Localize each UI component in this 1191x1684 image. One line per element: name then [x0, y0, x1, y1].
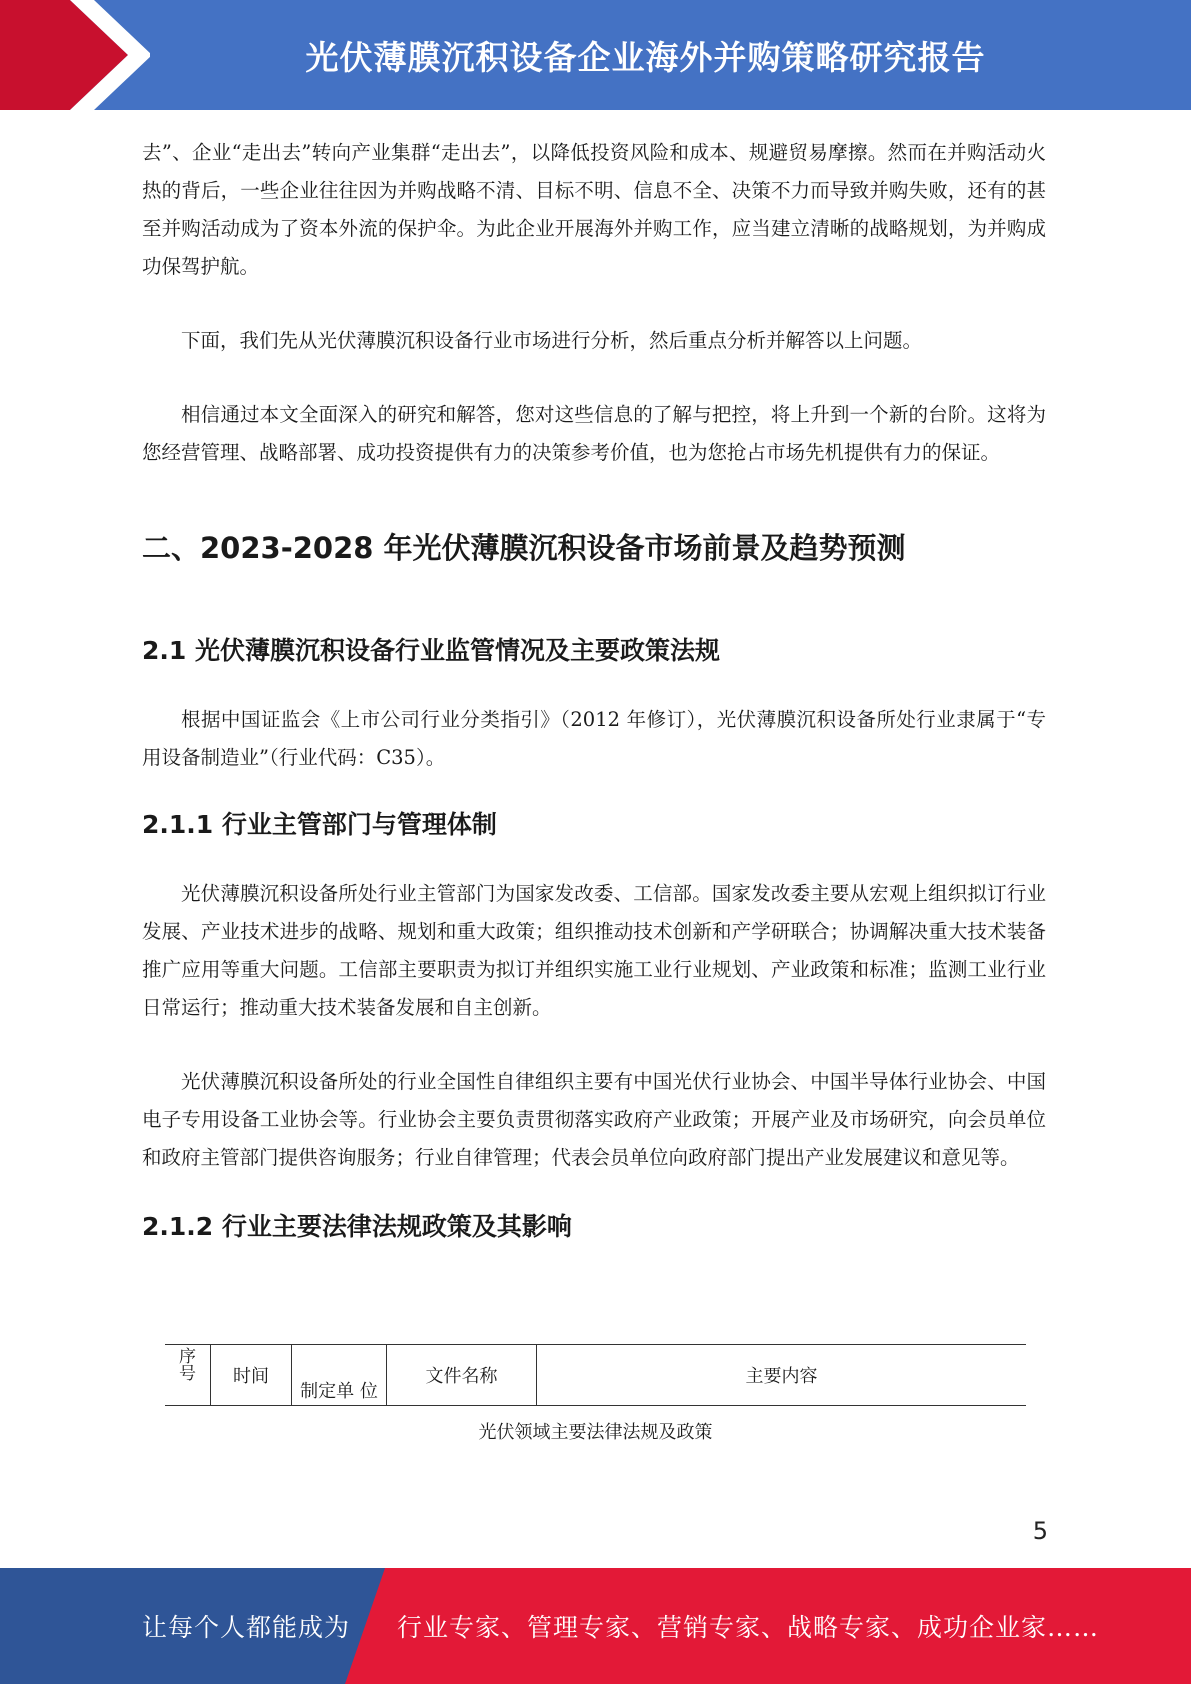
column-header-content: 主要内容: [537, 1345, 1027, 1406]
paragraph-intro-2: 下面，我们先从光伏薄膜沉积设备行业市场进行分析，然后重点分析并解答以上问题。: [181, 329, 923, 352]
paragraph-2-1: 根据中国证监会《上市公司行业分类指引》（2012 年修订），光伏薄膜沉积设备所处行业隶属于“专用设备制造业”（行业代码：C35）。: [142, 708, 1046, 769]
column-header-seq: 序 号: [165, 1345, 211, 1406]
header-red-block: [0, 0, 150, 110]
policy-table: [165, 1344, 1026, 1406]
column-header-time: 时间: [211, 1345, 292, 1406]
paragraph-2-1-1-b: 光伏薄膜沉积设备所处的行业全国性自律组织主要有中国光伏行业协会、中国半导体行业协会、中国电子专用设备工业协会等。行业协会主要负责贯彻落实政府产业政策；开展产业及市场研究，向会员单位和政府主管部门提供咨询服务；行业自律管理；代表会员单位向政府部门提出产业发展建议和意见等。: [142, 1070, 1046, 1169]
section-heading-2-1: 2.1 光伏薄膜沉积设备行业监管情况及主要政策法规: [142, 636, 720, 665]
column-header-doc: 文件名称: [387, 1345, 537, 1406]
footer-banner: [0, 1568, 1191, 1684]
footer-slogan-left: 让每个人都能成为: [142, 1613, 351, 1642]
section-heading-2-1-2: 2.1.2 行业主要法律法规政策及其影响: [142, 1212, 572, 1241]
table-caption: 光伏领域主要法律法规及政策: [478, 1422, 713, 1443]
footer-slogan-right: 行业专家、管理专家、营销专家、战略专家、成功企业家……: [397, 1613, 1100, 1642]
section-heading-2: 二、2023-2028 年光伏薄膜沉积设备市场前景及趋势预测: [142, 531, 906, 565]
policy-table-wrapper: [165, 1344, 1026, 1444]
main-content: [142, 134, 1046, 1243]
column-header-unit: 制定单 位: [292, 1345, 387, 1406]
paragraph-2-1-1-a: 光伏薄膜沉积设备所处行业主管部门为国家发改委、工信部。国家发改委主要从宏观上组织拟订行业发展、产业技术进步的战略、规划和重大政策；组织推动技术创新和产学研联合；协调解决重大技术装备推广应用等重大问题。工信部主要职责为拟订并组织实施工业行业规划、产业政策和标准；监测工业行业日常运行；推动重大技术装备发展和自主创新。: [142, 882, 1046, 1019]
paragraph-intro-3: 相信通过本文全面深入的研究和解答，您对这些信息的了解与把控，将上升到一个新的台阶。这将为您经营管理、战略部署、成功投资提供有力的决策参考价值，也为您抢占市场先机提供有力的保证。: [142, 403, 1046, 464]
page-number: 5: [1032, 1517, 1048, 1545]
report-title: 光伏薄膜沉积设备企业海外并购策略研究报告: [305, 37, 986, 77]
section-heading-2-1-1: 2.1.1 行业主管部门与管理体制: [142, 810, 497, 839]
table-header-row: [165, 1345, 1026, 1406]
header-banner: [0, 0, 1191, 110]
paragraph-intro-1: 去”、企业“走出去”转向产业集群“走出去”，以降低投资风险和成本、规避贸易摩擦。然而在并购活动火热的背后，一些企业往往因为并购战略不清、目标不明、信息不全、决策不力而导致并购失败，还有的甚至并购活动成为了资本外流的保护伞。为此企业开展海外并购工作，应当建立清晰的战略规划，为并购成功保驾护航。: [142, 141, 1046, 278]
